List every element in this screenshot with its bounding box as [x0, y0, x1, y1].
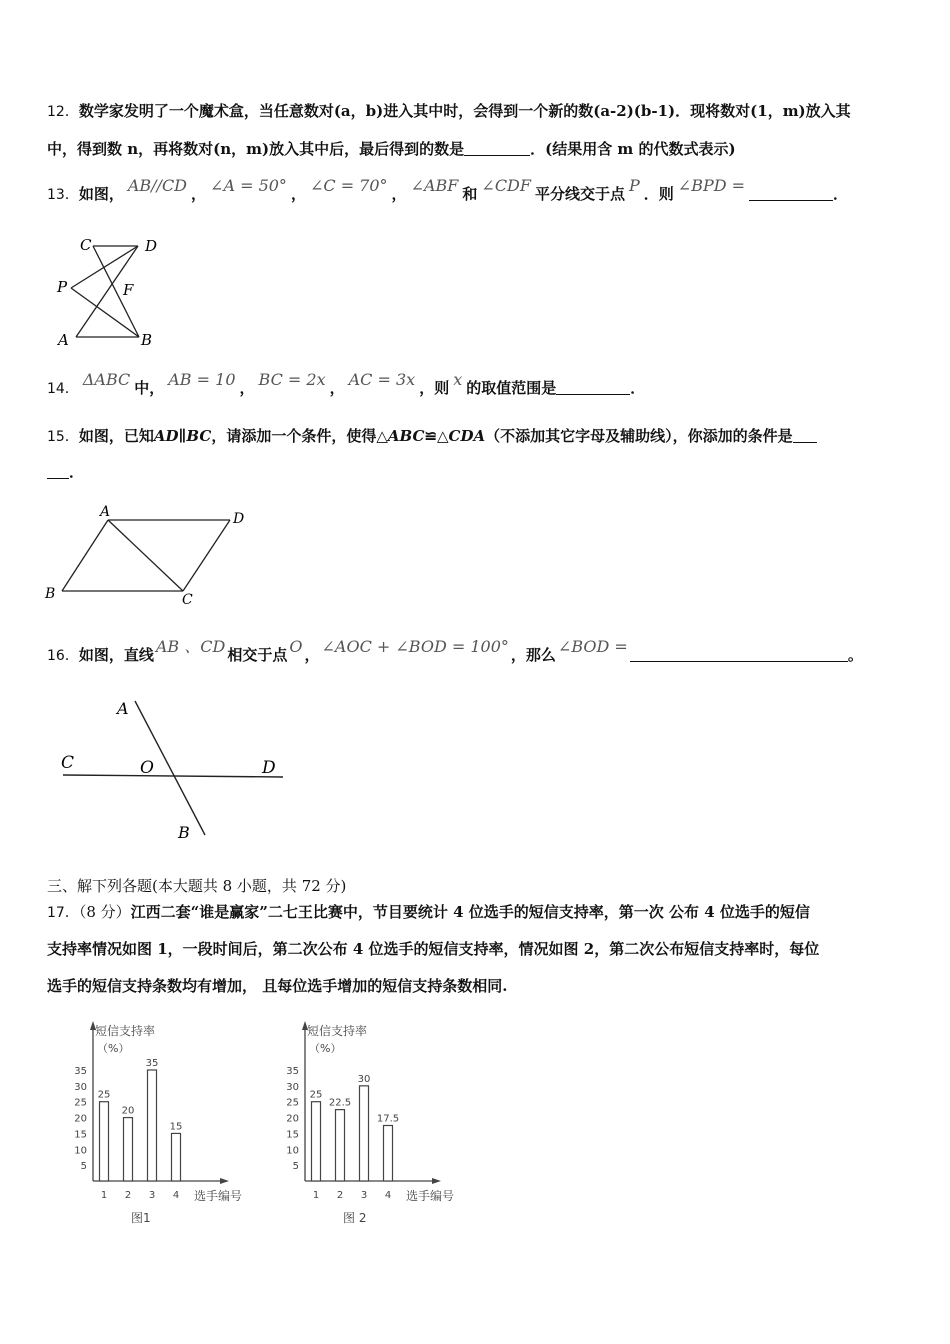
- q13-label-b: B: [141, 331, 153, 349]
- chart-y-tick-label: 10: [286, 1145, 299, 1157]
- q12-text2a: 中，得到数 n，再将数对(n，m)放入其中后，最后得到的数是: [47, 140, 465, 158]
- chart-title: 图 2: [343, 1211, 367, 1225]
- q15-text-d: （不添加其它字母及辅助线），你添加的条件是: [485, 427, 793, 445]
- q13-label-f: F: [123, 281, 134, 299]
- q14-math-bc: BC = 2x: [258, 370, 326, 389]
- chart-x-tick-label: 3: [148, 1190, 156, 1201]
- q15-label-c: C: [182, 592, 193, 608]
- chart-y-tick-label: 15: [286, 1129, 299, 1141]
- chart-y-tick-label: 35: [74, 1066, 87, 1077]
- q13-mid: 平分线交于点: [534, 185, 625, 203]
- q14-sep2: ，: [329, 379, 345, 397]
- q16-sep: ，: [304, 646, 320, 664]
- q12-text2b: ．(结果用含 m 的代数式表示): [530, 140, 736, 158]
- q13-line: [47, 176, 849, 205]
- q13-then: ．则: [643, 185, 674, 203]
- chart-data-label: 25: [97, 1089, 111, 1101]
- q17-score: （8 分）: [78, 903, 131, 921]
- chart-figure-2: [272, 1020, 472, 1230]
- chart-bar: [336, 1110, 345, 1181]
- q17-line2: [47, 939, 819, 959]
- chart-y-label-unit: （%）: [97, 1042, 130, 1055]
- q13-math-angle-c: ∠C = 70°: [309, 176, 388, 195]
- q14-then: ，则: [419, 379, 450, 397]
- q16-label-d: D: [262, 758, 276, 778]
- q13-sep1: ，: [191, 185, 207, 203]
- q16-math-point-o: O: [289, 637, 303, 656]
- chart-data-label: 30: [357, 1073, 371, 1085]
- q13-math-parallel: AB//CD: [127, 176, 188, 195]
- q15-label-d: D: [233, 511, 245, 527]
- chart-y-tick-label: 30: [286, 1081, 299, 1093]
- chart-y-tick-label: 25: [74, 1097, 87, 1109]
- q15-number: 15．: [47, 429, 79, 445]
- q15-label-b: B: [45, 586, 56, 602]
- q17-number: 17．: [47, 905, 79, 921]
- q12-number: 12．: [47, 104, 79, 120]
- q12-text1: 数学家发明了一个魔术盒，当任意数对(a，b)进入其中时，会得到一个新的数(a-2)(b-1)．现将数对(1，m)放入其: [78, 102, 851, 120]
- chart-y-tick-label: 20: [74, 1113, 87, 1125]
- chart-figure-1: [60, 1020, 260, 1230]
- chart-x-tick-label: 4: [172, 1190, 180, 1201]
- q14-suffix: 的取值范围是: [466, 379, 557, 397]
- q16-label-c: C: [61, 753, 75, 773]
- q15-text-c: ≌△: [424, 427, 449, 445]
- q17-text2: 支持率情况如图 1，一段时间后，第二次公布 4 位选手的短信支持率，情况如图 2，第二次公布短信支持率时，每位: [47, 940, 820, 958]
- chart-x-axis-arrow: [432, 1178, 441, 1184]
- q15-line1: [47, 426, 817, 447]
- chart-bar: [124, 1118, 133, 1181]
- chart-data-label: 20: [121, 1105, 135, 1117]
- chart-x-tick-label: 1: [312, 1190, 320, 1201]
- chart-y-tick-label: 5: [292, 1161, 299, 1173]
- q14-answer-blank[interactable]: [556, 379, 630, 395]
- q16-mid: 相交于点: [227, 646, 288, 664]
- q17-text1: 江西二套“谁是赢家”二七王比赛中，节目要统计 4 位选手的短信支持率，第一次 公布 4 位选手的短信: [130, 903, 810, 921]
- q17-text3: 选手的短信支持条数均有增加， 且每位选手增加的短信支持条数相同.: [47, 977, 508, 995]
- q15-label-a: A: [100, 504, 111, 520]
- q16-figure: [55, 695, 290, 845]
- chart-y-tick-label: 35: [286, 1066, 299, 1077]
- q12-line2: [47, 139, 736, 159]
- q13-and: 和: [462, 185, 478, 203]
- q13-sep2: ，: [290, 185, 306, 203]
- q15-end: ．: [69, 463, 85, 481]
- q13-math-angle-bpd: ∠BPD =: [677, 176, 746, 195]
- chart-y-label: 短信支持率: [307, 1024, 368, 1038]
- chart-y-tick-label: 5: [80, 1161, 87, 1173]
- q13-math-angle-abf: ∠ABF: [410, 176, 459, 195]
- q13-sep3: ，: [391, 185, 407, 203]
- q16-math-angle-sum: ∠AOC + ∠BOD = 100°: [321, 637, 509, 656]
- chart-y-label-unit: （%）: [309, 1042, 342, 1055]
- chart-y-tick-label: 25: [286, 1097, 299, 1109]
- chart-x-axis-arrow: [220, 1178, 229, 1184]
- q15-answer-blank-2[interactable]: [47, 463, 69, 479]
- q14-math-ac: AC = 3x: [348, 370, 416, 389]
- q15-text-b: ，请添加一个条件，使得△: [211, 427, 388, 445]
- q12-answer-blank[interactable]: [464, 140, 530, 156]
- q13-answer-blank[interactable]: [749, 185, 833, 201]
- chart-bar: [100, 1102, 109, 1181]
- q13-math-angle-cdf: ∠CDF: [481, 176, 531, 195]
- q13-label-d: D: [145, 237, 158, 255]
- chart-data-label: 17.5: [376, 1113, 400, 1125]
- section3-title-text: 三、解下列各题(本大题共 8 小题，共 72 分): [47, 877, 347, 895]
- q16-number: 16．: [47, 648, 79, 664]
- q14-sep1: ，: [239, 379, 255, 397]
- chart-x-tick-label: 2: [336, 1190, 344, 1201]
- chart-y-tick-label: 30: [74, 1081, 87, 1093]
- chart-data-label: 35: [145, 1058, 159, 1069]
- q14-end: ．: [630, 379, 646, 397]
- q13-number: 13．: [47, 187, 79, 203]
- q15-text-a: 如图，已知: [78, 427, 154, 445]
- chart-bar: [312, 1102, 321, 1181]
- section3-title: [47, 876, 346, 896]
- q13-math-point-p: P: [629, 176, 640, 195]
- q16-line: [47, 637, 863, 666]
- chart-title: 图1: [131, 1211, 151, 1225]
- q13-end: ．: [833, 185, 849, 203]
- chart-x-label: 选手编号: [194, 1189, 243, 1203]
- q14-math-triangle: ΔABC: [82, 370, 131, 389]
- q15-answer-blank-1[interactable]: [793, 427, 817, 443]
- chart-y-tick-label: 20: [286, 1113, 299, 1125]
- q15-math-ad-bc: AD∥BC: [153, 427, 212, 445]
- chart-x-tick-label: 4: [384, 1190, 392, 1201]
- q16-answer-blank[interactable]: [630, 646, 848, 662]
- chart-x-tick-label: 2: [124, 1190, 132, 1201]
- q12-line1: [47, 101, 851, 122]
- q14-math-ab: AB = 10: [168, 370, 236, 389]
- chart-y-tick-label: 15: [74, 1129, 87, 1141]
- q16-math-angle-bod: ∠BOD =: [557, 637, 628, 656]
- chart-x-label: 选手编号: [406, 1189, 455, 1203]
- chart-bar: [384, 1126, 393, 1182]
- chart-bar: [148, 1070, 157, 1181]
- q13-label-c: C: [80, 236, 92, 254]
- chart-data-label: 15: [169, 1121, 183, 1133]
- chart-data-label: 25: [309, 1089, 323, 1101]
- q13-label-p: P: [57, 278, 68, 296]
- q16-label-o: O: [140, 758, 154, 778]
- q14-line: [47, 370, 646, 399]
- q15-math-abc: ABC: [387, 427, 425, 445]
- q13-label-a: A: [58, 331, 69, 349]
- q13-figure: [55, 235, 170, 350]
- q16-label-a: A: [117, 699, 129, 718]
- chart-x-tick-label: 1: [100, 1190, 108, 1201]
- q14-zhong: 中，: [134, 379, 165, 397]
- q16-label-b: B: [178, 823, 190, 842]
- chart-y-label: 短信支持率: [95, 1024, 156, 1038]
- q15-figure: [40, 500, 255, 610]
- q16-math-lines: AB 、CD: [155, 637, 226, 656]
- q13-prefix: 如图，: [78, 185, 124, 203]
- q17-line3: [47, 976, 507, 996]
- q13-math-angle-a: ∠A = 50°: [210, 176, 287, 195]
- q16-then: ，那么: [510, 646, 556, 664]
- q16-end: 。: [847, 646, 863, 664]
- q15-line2: [47, 462, 84, 482]
- q14-number: 14．: [47, 381, 79, 397]
- chart-bar: [360, 1086, 369, 1181]
- q15-math-cda: CDA: [448, 427, 486, 445]
- chart-x-tick-label: 3: [360, 1190, 368, 1201]
- chart-data-label: 22.5: [328, 1097, 352, 1109]
- q14-math-x: x: [453, 370, 463, 389]
- q16-prefix: 如图，直线: [78, 646, 154, 664]
- q17-line1: [47, 902, 810, 923]
- chart-bar: [172, 1133, 181, 1181]
- chart-y-tick-label: 10: [74, 1145, 87, 1157]
